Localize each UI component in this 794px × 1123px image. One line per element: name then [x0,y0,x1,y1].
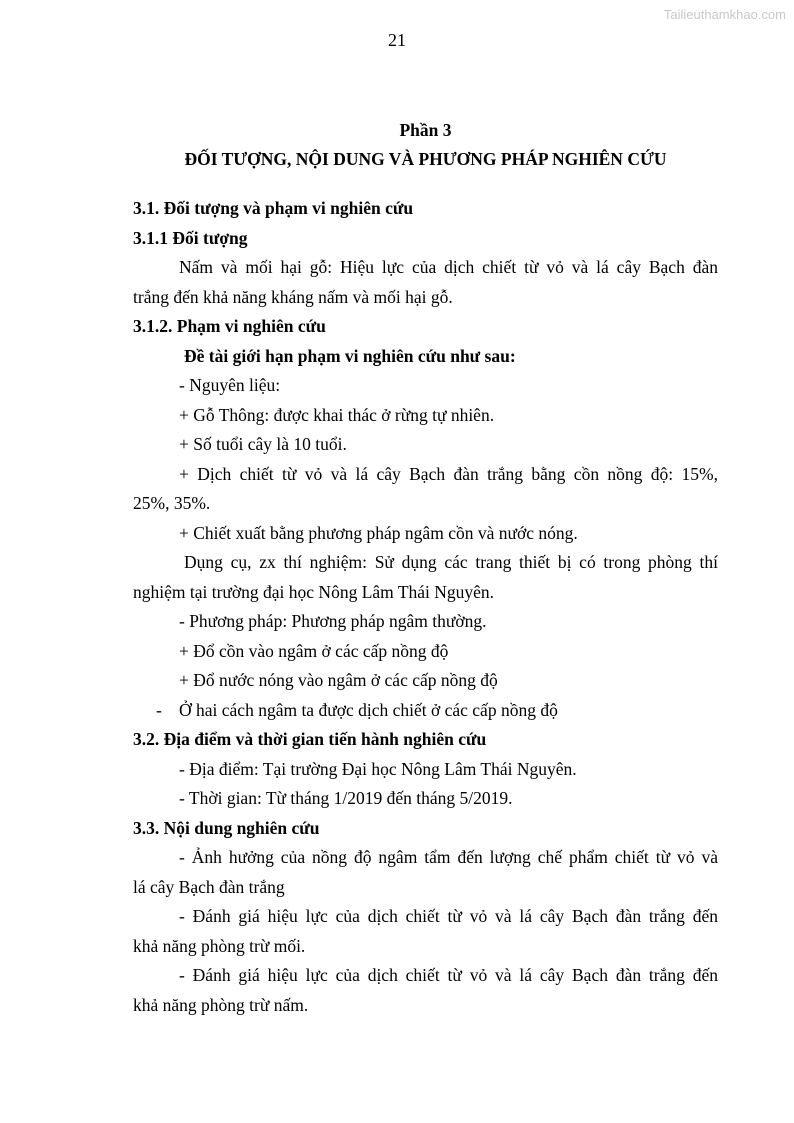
list-item: - Nguyên liệu: [179,375,281,395]
section-heading-3-1: 3.1. Đối tượng và phạm vi nghiên cứu [133,198,414,218]
document-body [133,116,718,1020]
part-title: Phần 3 [399,120,452,140]
section-heading-3-2: 3.2. Địa điểm và thời gian tiến hành nghiên cứu [133,729,487,749]
list-item: - Địa điểm: Tại trường Đại học Nông Lâm Thái Nguyên. [179,758,577,779]
scope-intro: Đề tài giới hạn phạm vi nghiên cứu như sau: [184,345,516,366]
dash-list-text: Ở hai cách ngâm ta được dịch chiết ở các cấp nồng độ [179,699,558,720]
list-item: + Đổ nước nóng vào ngâm ở các cấp nồng độ [179,670,498,690]
page-number: 21 [388,30,406,50]
list-item: - Phương pháp: Phương pháp ngâm thường. [179,611,487,631]
list-item-continuation: khả năng phòng trừ mối. [133,935,306,956]
paragraph-line: trắng đến khả năng kháng nấm và mối hại gỗ. [133,286,453,307]
list-item: - Ảnh hưởng của nồng độ ngâm tẩm đến lượng chế phẩm chiết từ vỏ và [179,847,718,867]
list-item-continuation: khả năng phòng trừ nấm. [133,994,309,1015]
list-item: + Dịch chiết từ vỏ và lá cây Bạch đàn trắng bằng cồn nồng độ: 15%, [179,463,718,484]
list-item-continuation: lá cây Bạch đàn trắng [133,876,285,897]
list-item: + Số tuổi cây là 10 tuổi. [179,434,347,454]
list-item: + Đổ cồn vào ngâm ở các cấp nồng độ [179,640,449,661]
paragraph-line: Nấm và mối hại gỗ: Hiệu lực của dịch chiết từ vỏ và lá cây Bạch đàn [179,257,718,277]
section-heading-3-1-2: 3.1.2. Phạm vi nghiên cứu [133,316,326,336]
chapter-title: ĐỐI TƯỢNG, NỘI DUNG VÀ PHƯƠNG PHÁP NGHIÊN CỨU [184,149,667,169]
section-heading-3-3: 3.3. Nội dung nghiên cứu [133,817,320,838]
paragraph-line: nghiệm tại trường đại học Nông Lâm Thái Nguyên. [133,581,495,602]
list-item: - Đánh giá hiệu lực của dịch chiết từ vỏ và lá cây Bạch đàn trắng đến [179,906,718,926]
list-item: + Chiết xuất bằng phương pháp ngâm cồn và nước nóng. [179,522,578,543]
watermark: Tailieuthamkhao.com [663,7,786,22]
list-item-continuation: 25%, 35%. [133,493,211,513]
dash-list-item [133,696,718,726]
section-heading-3-1-1: 3.1.1 Đối tượng [133,227,248,248]
list-item: + Gỗ Thông: được khai thác ở rừng tự nhiên. [179,404,495,425]
list-item: - Đánh giá hiệu lực của dịch chiết từ vỏ và lá cây Bạch đàn trắng đến [179,965,718,985]
paragraph-line: Dụng cụ, zx thí nghiệm: Sử dụng các trang thiết bị có trong phòng thí [184,552,718,572]
list-item: - Thời gian: Từ tháng 1/2019 đến tháng 5/2019. [179,788,513,808]
dash-bullet: - [156,699,162,720]
